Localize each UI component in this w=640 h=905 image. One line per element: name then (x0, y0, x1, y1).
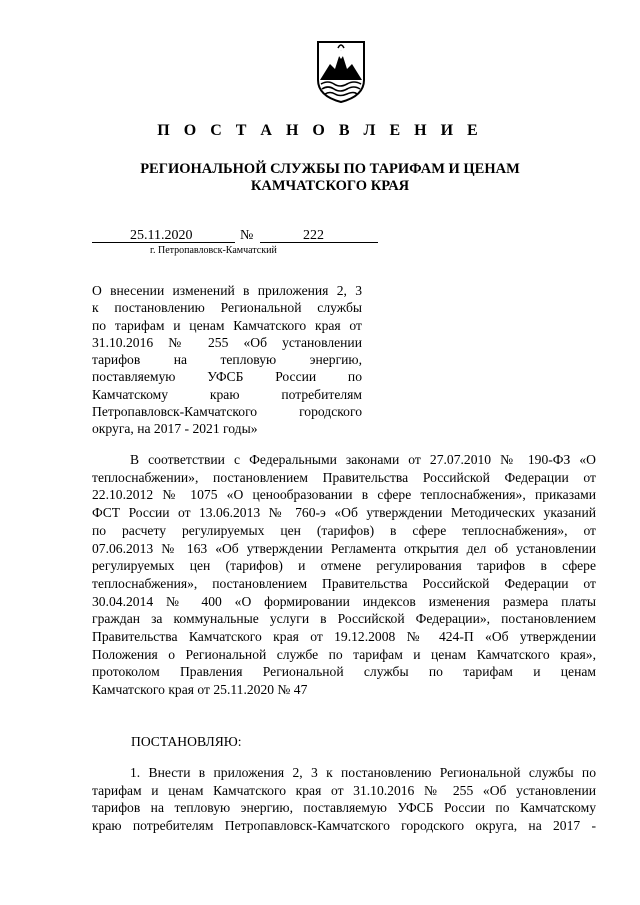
subject-line: 31.10.2016 № 255 «Об установлении (92, 334, 362, 350)
paragraph-line: по расчету регулируемых цен (тарифов) в сфере теплоснабжения», от (92, 522, 596, 538)
resolve-heading: ПОСТАНОВЛЯЮ: (131, 734, 242, 749)
paragraph-line: протоколом Правления Региональной службы по тарифам и ценам (92, 664, 596, 680)
document-type-title: П О С Т А Н О В Л Е Н И Е (157, 122, 483, 139)
number-underline (260, 242, 378, 243)
paragraph-line: Камчатского края от 25.11.2020 № 47 (92, 682, 308, 698)
document-date: 25.11.2020 (130, 228, 193, 243)
paragraph-line: регулируемых цен (тарифов) и отмене регулирования тарифов в сфере (92, 558, 596, 574)
subject-line: округа, на 2017 - 2021 годы» (92, 421, 258, 437)
item-1-paragraph (92, 764, 596, 835)
kamchatka-coat-of-arms-icon (316, 40, 366, 104)
date-underline (92, 242, 235, 243)
paragraph-line: Положения о Региональной службе по тарифам и ценам Камчатского края», (92, 646, 596, 662)
subject-line: О внесении изменений в приложения 2, 3 (92, 283, 362, 298)
org-line: КАМЧАТСКОГО КРАЯ (250, 178, 410, 194)
subject-line: Петропавловск-Камчатского городского (92, 404, 362, 420)
paragraph-line: ФСТ России от 13.06.2013 № 760-э «Об утверждении Методических указаний (92, 505, 596, 521)
org-line: РЕГИОНАЛЬНОЙ СЛУЖБЫ ПО ТАРИФАМ И ЦЕНАМ (140, 161, 520, 177)
paragraph-line: теплоснабжения», постановлением Правительства Российской Федерации от (92, 575, 596, 591)
paragraph-line: тарифам и ценам Камчатского края от 31.10.2016 № 255 «Об установлении (92, 782, 596, 798)
subject-line: поставляемую УФСБ России по (92, 369, 362, 385)
paragraph-line: краю потребителям Петропавловск-Камчатского городского округа, на 2017 - (92, 818, 596, 834)
subject-line: по тарифам и ценам Камчатского края от (92, 317, 362, 333)
subject-line: тарифов на тепловую энергию, (92, 352, 362, 368)
subject-line: к постановлению Региональной службы (92, 300, 362, 316)
issuing-organization (90, 161, 570, 195)
paragraph-line: Правительства Камчатского края от 19.12.2008 № 424-П «Об утверждении (92, 629, 596, 645)
city: г. Петропавловск-Камчатский (150, 245, 277, 256)
paragraph-line: тарифов на тепловую энергию, поставляемую УФСБ России по Камчатскому (92, 800, 596, 816)
date-number-line (0, 228, 640, 246)
paragraph-line: В соответствии с Федеральными законами от 27.07.2010 № 190-ФЗ «О (130, 452, 596, 467)
paragraph-line: граждан за коммунальные услуги в Российской Федерации», постановлением (92, 611, 596, 627)
subject-line: Камчатскому краю потребителям (92, 386, 362, 402)
paragraph-line: 30.04.2014 № 400 «О формировании индексов изменения размера платы (92, 593, 596, 609)
paragraph-line: 07.06.2013 № 163 «Об утверждении Регламента открытия дел об установлении (92, 540, 596, 556)
paragraph-line: теплоснабжении», постановлением Правительства Российской Федерации от (92, 469, 596, 485)
document-number: 222 (303, 228, 324, 243)
document-subject (92, 282, 362, 438)
paragraph-line: 22.10.2012 № 1075 «О ценообразовании в сфере теплоснабжения», приказами (92, 487, 596, 503)
paragraph-line: 1. Внести в приложения 2, 3 к постановлению Региональной службы по (130, 765, 596, 780)
preamble-paragraph (92, 451, 596, 699)
number-sign: № (240, 228, 254, 243)
